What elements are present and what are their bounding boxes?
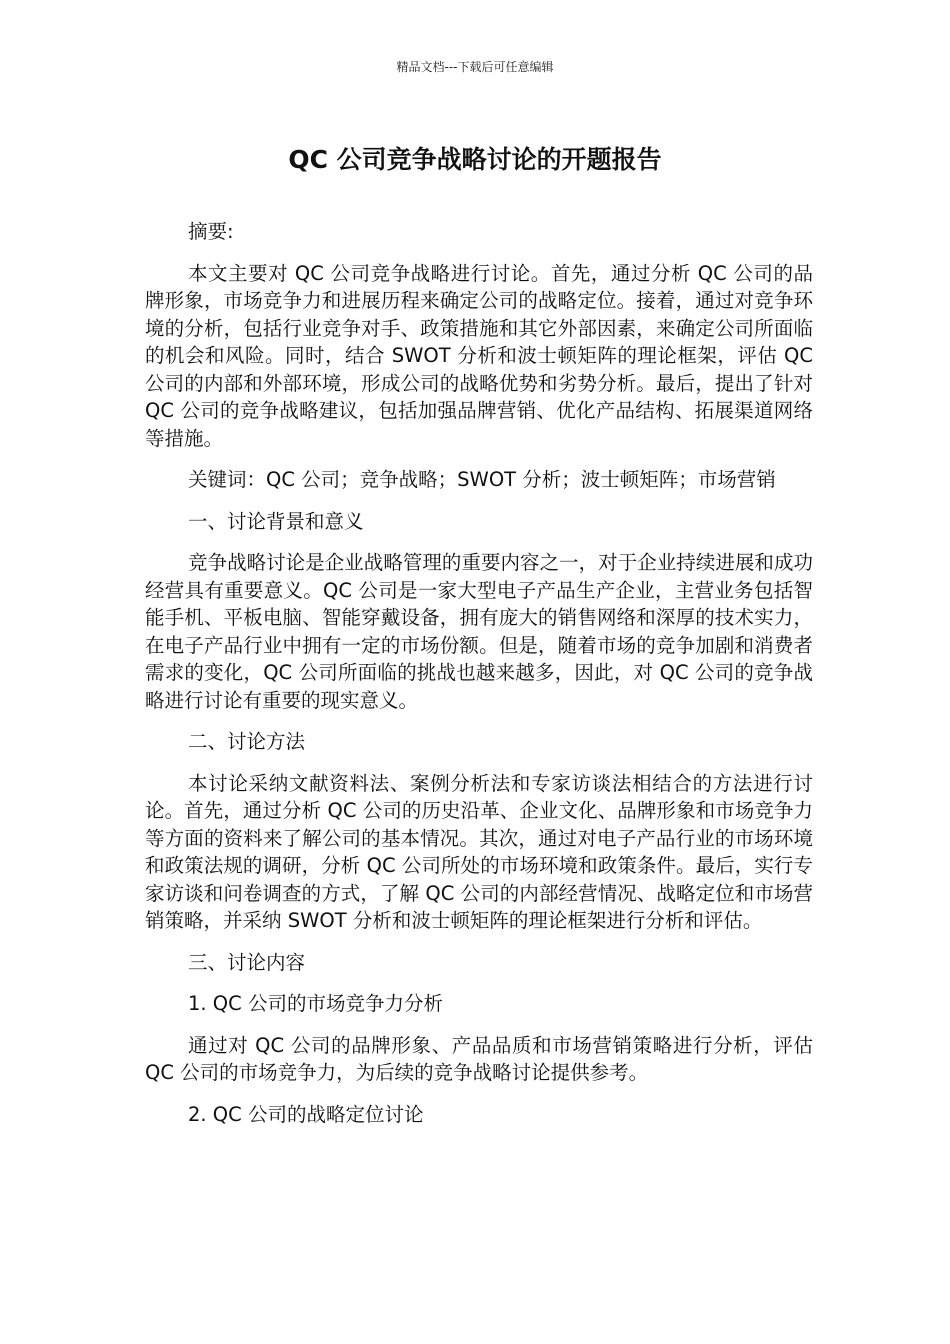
- section-heading-background: 一、讨论背景和意义: [188, 509, 364, 533]
- abstract-label: 摘要:: [188, 220, 234, 243]
- section-heading-content: 三、讨论内容: [188, 950, 306, 974]
- section-paragraph-method: 本讨论采纳文献资料法、案例分析法和专家访谈法相结合的方法进行讨论。首先，通过分析 QC 公司的历史沿革、企业文化、品牌形象和市场竞争力等方面的资料来了解公司的基本情况。其次，通过对电子产品行业的市场环境和政策法规的调研，分析 QC 公司所处的市场环境和政策条件。最后，实行专家访谈和问卷调查的方式，了解 QC 公司的内部经营情况、战略定位和市场营销策略，并采纳 SWOT 分析和波士顿矩阵的理论框架进行分析和评估。: [145, 771, 813, 932]
- subsection-paragraph-competitiveness: 通过对 QC 公司的品牌形象、产品品质和市场营销策略进行分析，评估 QC 公司的市场竞争力，为后续的竞争战略讨论提供参考。: [145, 1033, 813, 1084]
- page-header-watermark: 精品文档---下载后可任意编辑: [396, 60, 554, 74]
- section-heading-method: 二、讨论方法: [188, 730, 306, 753]
- document-title: QC 公司竞争战略讨论的开题报告: [288, 145, 662, 174]
- abstract-paragraph: 本文主要对 QC 公司竞争战略进行讨论。首先，通过分析 QC 公司的品牌形象，市场竞争力和进展历程来确定公司的战略定位。接着，通过对竞争环境的分析，包括行业竞争对手、政策措施和其它外部因素，来确定公司所面临的机会和风险。同时，结合 SWOT 分析和波士顿矩阵的理论框架，评估 QC 公司的内部和外部环境，形成公司的战略优势和劣势分析。最后，提出了针对 QC 公司的竞争战略建议，包括加强品牌营销、优化产品结构、拓展渠道网络等措施。: [145, 261, 813, 450]
- subsection-heading-positioning: 2. QC 公司的战略定位讨论: [188, 1102, 424, 1126]
- keywords-paragraph: 关键词：QC 公司；竞争战略；SWOT 分析；波士顿矩阵；市场营销: [188, 468, 776, 491]
- document-body: [145, 218, 813, 1142]
- subsection-heading-competitiveness: 1. QC 公司的市场竞争力分析: [188, 992, 443, 1015]
- section-paragraph-background: 竞争战略讨论是企业战略管理的重要内容之一，对于企业持续进展和成功经营具有重要意义。QC 公司是一家大型电子产品生产企业，主营业务包括智能手机、平板电脑、智能穿戴设备，拥有庞大的销售网络和深厚的技术实力，在电子产品行业中拥有一定的市场份额。但是，随着市场的竞争加剧和消费者需求的变化，QC 公司所面临的挑战也越来越多，因此，对 QC 公司的竞争战略进行讨论有重要的现实意义。: [145, 551, 813, 712]
